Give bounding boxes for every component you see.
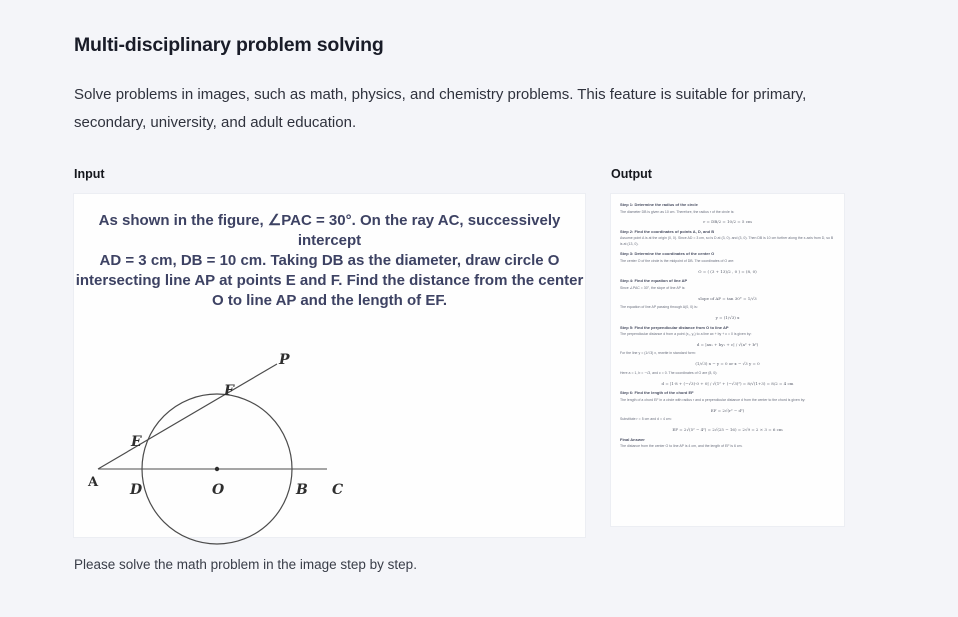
output-paragraph: For the line y = (1/√3) x, rewrite in standard form: [620, 351, 696, 356]
output-paragraph: Here a = 1, b = −√3, and c = 0. The coordinates of O are (8, 0): [620, 370, 718, 375]
figure-label-F: F [224, 383, 234, 399]
output-paragraph: The equation of line AP passing through A(0, 0) is: [620, 305, 698, 310]
problem-text-line: intersecting line AP at points E and F. Find the distance from the center [75, 272, 584, 289]
output-formula: d = |ax₁ + by₁ + c| / √(a² + b²) [696, 341, 759, 347]
output-formula: EF = 2√(r² − d²) [710, 407, 745, 413]
output-formula: EF = 2√(5² − 4²) = 2√(25 − 16) = 2√9 = 2 × 3 = 6 cm [672, 427, 783, 433]
figure-labels [87, 352, 343, 498]
output-formula: y = (1/√3) x [715, 315, 740, 321]
problem-text [74, 194, 585, 311]
output-paragraph: Since ∠PAC = 30°, the slope of line AP is: [620, 285, 686, 290]
figure-label-D: D [130, 482, 143, 498]
page-description: Solve problems in images, such as math, physics, and chemistry problems. This feature is suitable for primary, secondary, university, and adult education. [74, 86, 807, 131]
example-row [74, 167, 884, 572]
output-step-heading: Step 2: Find the coordinates of points A, D, and B [620, 228, 715, 234]
output-section [620, 202, 835, 224]
problem-text-line: O to line AP and the length of EF. [211, 292, 447, 309]
output-formula: O = ( (3 + 13)/2 , 0 ) = (8, 0) [698, 268, 757, 274]
output-formula: slope of AP = tan 30° = 1/√3 [698, 295, 757, 301]
output-step-heading: Step 1: Determine the radius of the circle [620, 202, 698, 207]
output-step-heading: Step 4: Find the equation of line AP [620, 278, 688, 284]
output-column [611, 167, 844, 526]
figure-label-B: B [296, 482, 308, 498]
output-formula: r = DB/2 = 10/2 = 5 cm [703, 219, 752, 225]
output-section [620, 251, 835, 273]
output-section [620, 278, 835, 320]
problem-text-line: As shown in the figure, ∠PAC = 30°. On the ray AC, successively intercept [98, 212, 561, 249]
output-formula: d = |1·8 + (−√3)·0 + 0| / √(1² + (−√3)²) = 8/√(1+3) = 8/2 = 4 cm [661, 380, 794, 386]
prompt-caption: Please solve the math problem in the image step by step. [74, 557, 417, 572]
output-paragraph: Substitute r = 5 cm and d = 4 cm: [620, 417, 672, 422]
figure-center-dot [215, 467, 219, 471]
output-section [620, 325, 835, 386]
output-step-heading: Final Answer [620, 436, 645, 442]
output-formula: (1/√3) x − y = 0 or x − √3 y = 0 [695, 361, 760, 367]
output-label: Output [611, 167, 652, 181]
input-column [74, 167, 585, 572]
output-paragraph: Assume point A is at the origin (0, 0). Since AD = 3 cm, so is D at (3, 0). and (3, 0). Then DB is 10 cm further along the x-axis from D, so B is at (13, 0). [620, 236, 834, 246]
output-paragraph: The distance from the center O to line AP is 4 cm, and the length of EF is 6 cm. [620, 444, 743, 449]
output-step-heading: Step 5: Find the perpendicular distance from O to line AP [620, 324, 729, 330]
output-section [620, 390, 835, 432]
figure-ray-ap [98, 364, 277, 469]
figure-label-O: O [212, 482, 225, 498]
output-step-heading: Step 3: Determine the coordinates of the center O [620, 251, 715, 257]
figure-label-P: P [279, 352, 290, 368]
output-paragraph: The diameter DB is given as 10 cm. Therefore, the radius r of the circle is: [620, 209, 735, 214]
figure-label-C: C [332, 482, 344, 498]
output-step-heading: Step 6: Find the length of the chord EF [620, 390, 694, 396]
figure-label-A: A [88, 475, 99, 490]
page-title: Multi-disciplinary problem solving [74, 34, 384, 56]
output-paragraph: The center O of the circle is the midpoint of DB. The coordinates of O are: [620, 258, 735, 263]
geometry-figure [74, 334, 585, 557]
output-solution-image [611, 194, 844, 526]
figure-label-E: E [131, 434, 142, 450]
problem-text-line: AD = 3 cm, DB = 10 cm. Taking DB as the diameter, draw circle O [99, 252, 560, 269]
input-problem-image [74, 194, 585, 537]
input-label: Input [74, 167, 105, 181]
output-section [620, 229, 835, 247]
output-section [620, 437, 835, 450]
output-paragraph: The length of a chord EF in a circle with radius r and a perpendicular distance d from the center to the chord is given by: [620, 397, 806, 402]
output-paragraph: The perpendicular distance d from a point (x₁, y₁) to a line ax + by + c = 0 is given by: [620, 332, 752, 337]
